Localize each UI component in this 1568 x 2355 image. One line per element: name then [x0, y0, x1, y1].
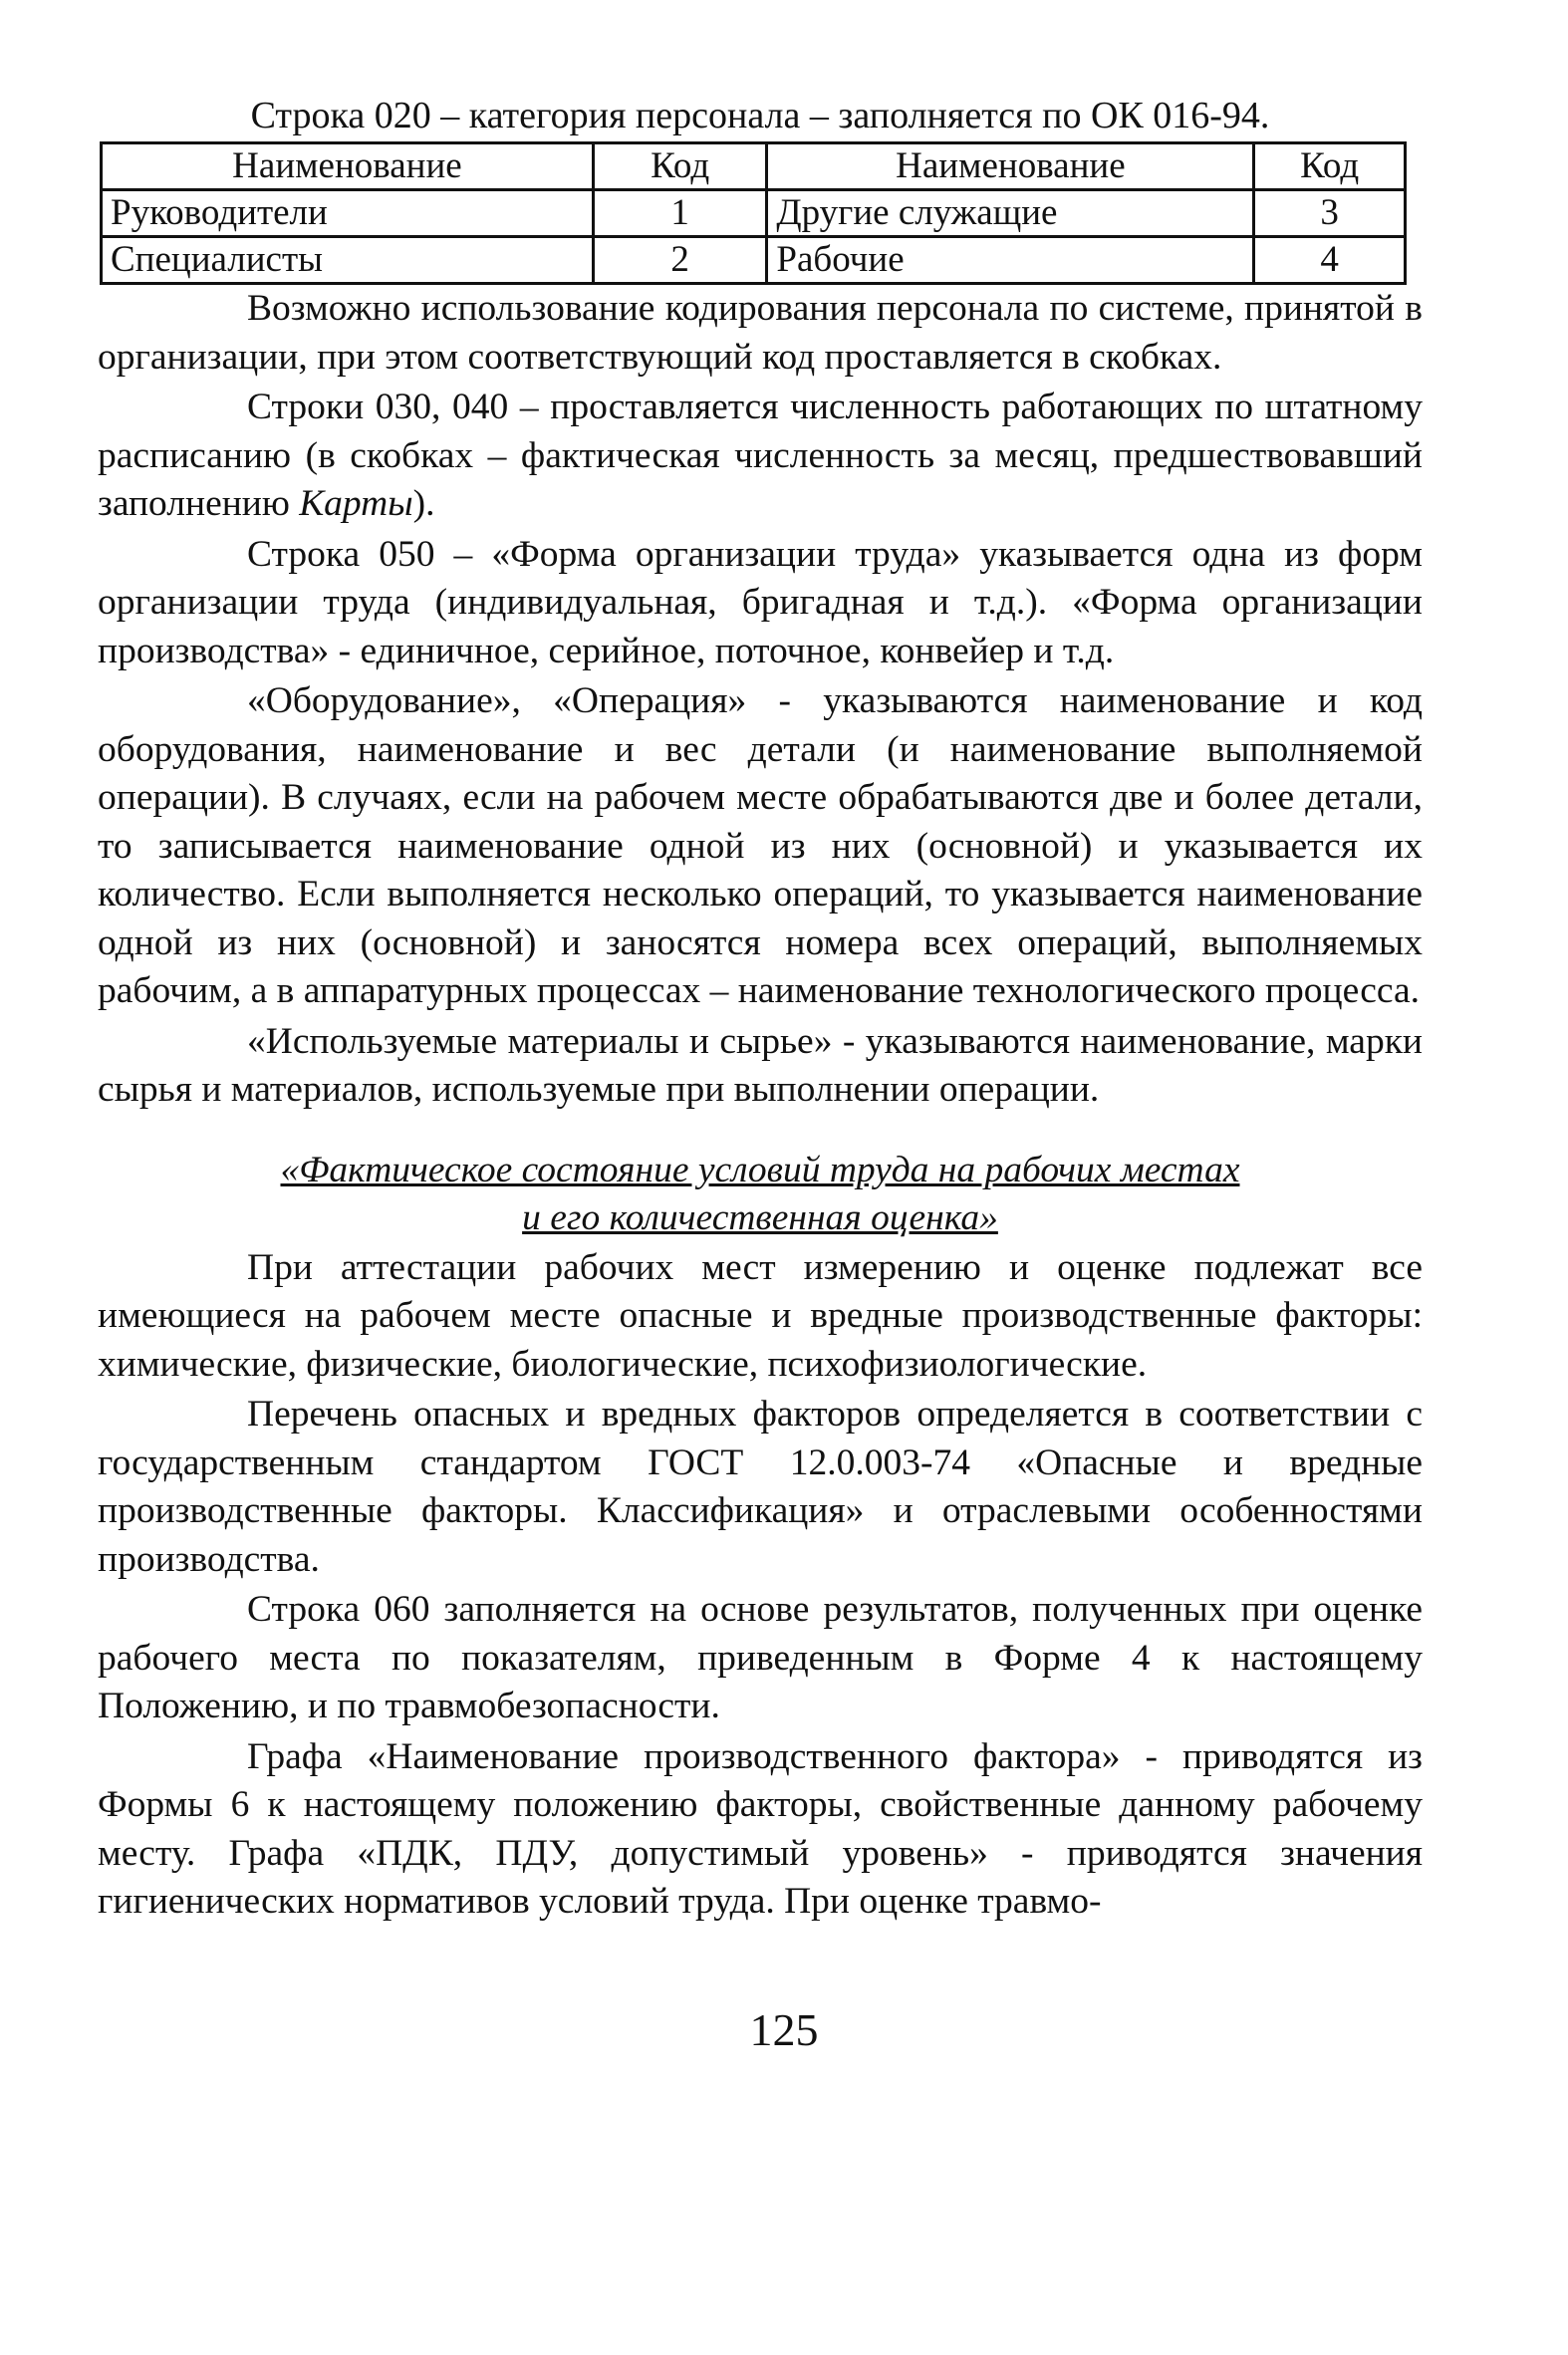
table-header-row	[102, 143, 1406, 190]
table-header-cell: Код	[593, 143, 767, 190]
paragraph: Перечень опасных и вредных факторов определяется в соответствии с государственным стандартом ГОСТ 12.0.003-74 «Опасные и вредные производственные факторы. Классификация» и отраслевыми особенностями производства.	[98, 1394, 1423, 1580]
document-page	[98, 92, 1423, 1927]
paragraph: При аттестации рабочих мест измерению и оценке подлежат все имеющиеся на рабочем месте опасные и вредные производственные факторы: химические, физические, биологические, психофизиологические.	[98, 1246, 1423, 1385]
table-header-cell: Наименование	[767, 143, 1254, 190]
table-cell: 4	[1254, 237, 1406, 284]
paragraph	[98, 384, 1423, 529]
table-header-cell: Код	[1254, 143, 1406, 190]
table-cell: Руководители	[102, 190, 594, 237]
paragraph: Графа «Наименование производственного фактора» - приводятся из Формы 6 к настоящему положению факторы, свойственные данному рабочему месту. Графа «ПДК, ПДУ, допустимый уровень» - приводятся значения гигиенических нормативов условий труда. При оценке травмо-	[98, 1735, 1423, 1922]
section-heading-line: и его количественная оценка»	[522, 1196, 998, 1238]
paragraph: «Используемые материалы и сырье» - указываются наименование, марки сырья и материалов, используемые при выполнении операции.	[98, 1020, 1423, 1110]
section-heading	[98, 1147, 1423, 1242]
table-row	[102, 190, 1406, 237]
paragraph: Возможно использование кодирования персонала по системе, принятой в организации, при этом соответствующий код проставляется в скобках.	[98, 288, 1423, 378]
section-heading-line: «Фактическое состояние условий труда на рабочих местах	[280, 1149, 1240, 1190]
table-header-cell: Наименование	[102, 143, 594, 190]
paragraph: «Оборудование», «Операция» - указываются наименование и код оборудования, наименование и вес детали (и наименование выполняемой операции). В случаях, если на рабочем месте обрабатываются две и более детали, то записывается наименование одной из них (основной) и указывается их количество. Если выполняется несколько операций, то указывается наименование одной из них (основной) и заносятся номера всех операций, выполняемых рабочим, а в аппаратурных процессах – наименование технологического процесса.	[98, 680, 1423, 1011]
paragraph-text: ).	[412, 483, 435, 524]
italic-term: Карты	[299, 483, 413, 524]
table-caption: Строка 020 – категория персонала – заполняется по ОК 016-94.	[250, 95, 1270, 136]
table-cell: 3	[1254, 190, 1406, 237]
table-cell: 2	[593, 237, 767, 284]
personnel-category-table	[100, 141, 1407, 285]
paragraph: Строка 060 заполняется на основе результатов, полученных при оценке рабочего места по показателям, приведенным в Форме 4 к настоящему Положению, и по травмобезопасности.	[98, 1589, 1423, 1726]
page-number: 125	[749, 2004, 819, 2055]
paragraph-text: Строки 030, 040 – проставляется численность работающих по штатному расписанию (в скобках – фактическая численность за месяц, предшествовавший заполнению	[98, 387, 1423, 524]
table-cell: Специалисты	[102, 237, 594, 284]
table-row	[102, 237, 1406, 284]
paragraph: Строка 050 – «Форма организации труда» указывается одна из форм организации труда (индивидуальная, бригадная и т.д.). «Форма организации производства» - единичное, серийное, поточное, конвейер и т.д.	[98, 533, 1423, 671]
table-cell: Другие служащие	[767, 190, 1254, 237]
table-cell: Рабочие	[767, 237, 1254, 284]
table-cell: 1	[593, 190, 767, 237]
